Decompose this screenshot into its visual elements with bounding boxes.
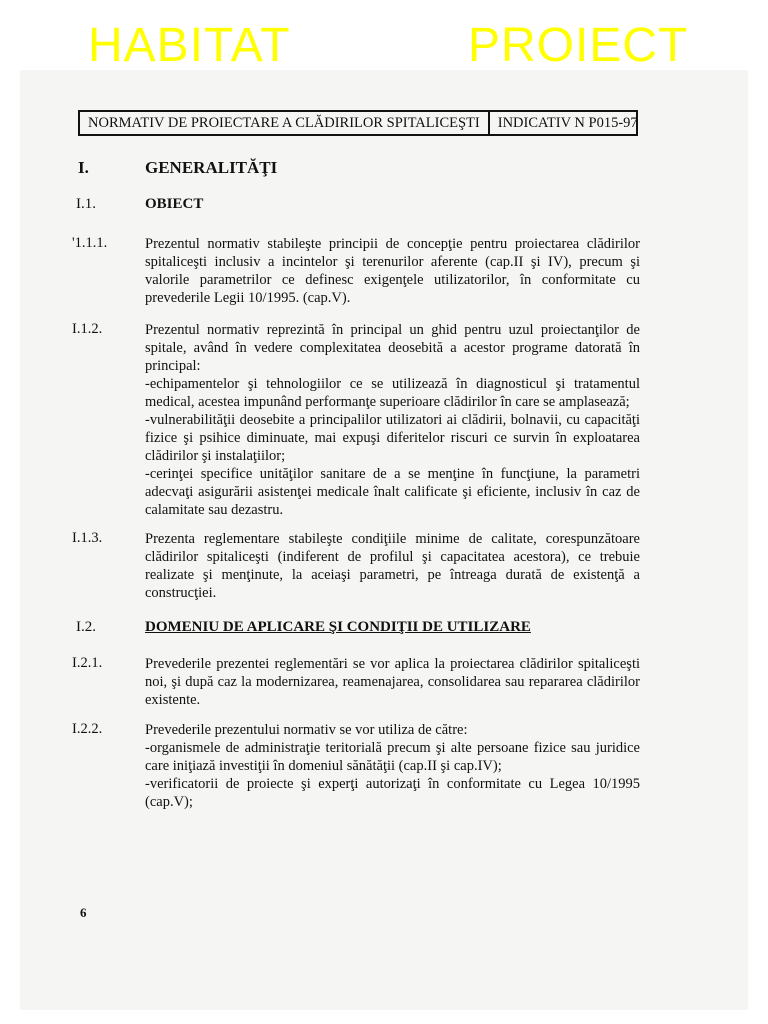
header-indicativ: INDICATIV N P015-97 <box>497 114 638 131</box>
section-title: GENERALITĂŢI <box>145 158 278 177</box>
subsection-1-number: I.1. <box>76 196 96 212</box>
watermark-right: PROIECT <box>468 19 689 72</box>
header-title: NORMATIV DE PROIECTARE A CLĂDIRILOR SPITALICEŞTI <box>80 112 490 134</box>
paragraph-112-item: -vulnerabilităţii deosebite a principalilor utilizatori ai clădirii, bolnavii, cu capacităţi fizice şi psihice diminuate, mai expuşi diferitelor riscuri ce survin în exploatarea clădirilor şi instalaţiilor; <box>145 412 640 464</box>
paragraph-111: Prezentul normativ stabileşte principii de concepţie pentru proiectarea clădirilor spitaliceşti inclusiv a incintelor şi terenurilor aferente (cap.II şi IV), precum şi valorile parametrilor ce definesc exigenţele utilizatorilor, în conformitate cu prevederile Legii 10/1995. (cap.V). <box>145 236 640 306</box>
paragraph-113: Prezenta reglementare stabileşte condiţiile minime de calitate, corespunzătoare clădirilor spitaliceşti (indiferent de profilul şi capacitatea acestora), ce trebuie realizate şi menţinute, la aceiaşi parametri, pe întreaga durată de existenţă a construcţiei. <box>145 531 640 601</box>
paragraph-122-intro: Prevederile prezentului normativ se vor utiliza de către: <box>145 722 468 738</box>
paragraph-number-121: I.2.1. <box>72 655 103 671</box>
paragraph-number-111: '1.1.1. <box>72 235 108 251</box>
page-number: 6 <box>80 905 87 920</box>
section-number: I. <box>78 158 89 177</box>
document-header-box <box>78 110 638 136</box>
paragraph-number-112: I.1.2. <box>72 321 103 337</box>
paragraph-122-item: -organismele de administraţie teritorială precum şi alte persoane fizice sau juridice care iniţiază investiţii în domeniul sănătăţii (cap.II şi cap.IV); <box>145 740 640 774</box>
paragraph-121: Prevederile prezentei reglementări se vor aplica la proiectarea clădirilor spitaliceşti noi, şi după caz la modernizarea, reamenajarea, consolidarea sau repararea clădirilor existente. <box>145 656 640 708</box>
paragraph-112-item: -echipamentelor şi tehnologiilor ce se utilizează în diagnosticul şi tratamentul medical, acestea impunând performanţe superioare clădirilor în care se amplasează; <box>145 376 640 410</box>
paragraph-122 <box>145 721 640 811</box>
paragraph-112 <box>145 321 640 519</box>
subsection-2-number: I.2. <box>76 619 96 635</box>
paragraph-112-intro: Prezentul normativ reprezintă în principal un ghid pentru uzul proiectanţilor de spitale, având în vedere complexitatea deosebită a acestor programe datorată în principal: <box>145 322 640 374</box>
paragraph-number-113: I.1.3. <box>72 530 103 546</box>
watermark-left: HABITAT <box>88 19 291 72</box>
subsection-1-title: OBIECT <box>145 196 204 212</box>
paragraph-number-122: I.2.2. <box>72 721 103 737</box>
paragraph-122-item: -verificatorii de proiecte şi experţi autorizaţi în conformitate cu Legea 10/1995 (cap.V); <box>145 776 640 810</box>
paragraph-112-item: -cerinţei specifice unităţilor sanitare de a se menţine în funcţiune, la parametri adecvaţi asigurării asistenţei medicale înalt calificate şi eficiente, inclusiv în caz de calamitate sau dezastru. <box>145 466 640 518</box>
subsection-2-title: DOMENIU DE APLICARE ŞI CONDIŢII DE UTILIZARE <box>145 619 531 635</box>
